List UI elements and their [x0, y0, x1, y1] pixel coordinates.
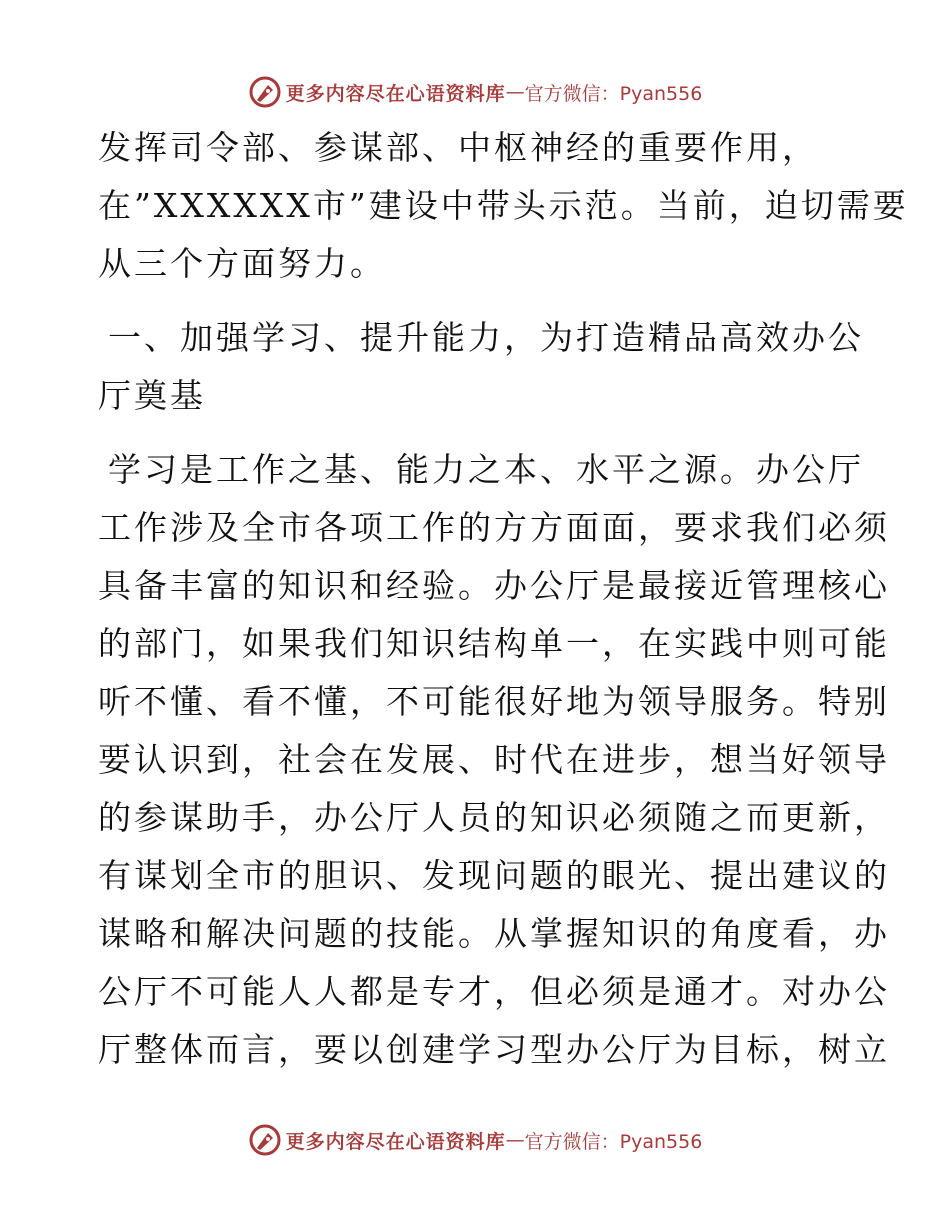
text-line-6: 学习是工作之基、能力之本、水平之源。办公厅 — [108, 450, 864, 489]
text-line-11: 要认识到，社会在发展、时代在进步，想当好领导 — [98, 740, 890, 779]
pen-nib-logo-icon — [248, 75, 282, 109]
watermark-brand-text: 更多内容尽在心语资料库 — [285, 1130, 506, 1153]
header-watermark — [0, 72, 950, 112]
text-line-15: 公厅不可能人人都是专才，但必须是通才。对办公 — [98, 972, 890, 1011]
text-line-8: 具备丰富的知识和经验。办公厅是最接近管理核心 — [98, 566, 890, 605]
text-line-12: 的参谋助手，办公厅人员的知识必须随之而更新， — [98, 798, 890, 837]
text-line-14: 谋略和解决问题的技能。从掌握知识的角度看，办 — [98, 914, 890, 953]
watermark-wechat-text: 官方微信：Pyan556 — [524, 1130, 703, 1153]
text-line-9: 的部门，如果我们知识结构单一，在实践中则可能 — [98, 624, 890, 663]
text-line-3: 从三个方面努力。 — [98, 244, 386, 283]
section-heading-line-2: 厅奠基 — [98, 376, 206, 415]
text-line-7: 工作涉及全市各项工作的方方面面，要求我们必须 — [98, 508, 890, 547]
footer-watermark — [0, 1120, 950, 1160]
text-line-1: 发挥司令部、参谋部、中枢神经的重要作用， — [98, 128, 818, 167]
watermark-wechat-text: 官方微信：Pyan556 — [524, 82, 703, 105]
pen-nib-logo-icon — [248, 1123, 282, 1157]
watermark-dash: — — [505, 81, 525, 103]
text-line-13: 有谋划全市的胆识、发现问题的眼光、提出建议的 — [98, 856, 890, 895]
watermark-dash: — — [505, 1129, 525, 1151]
text-line-2: 在”XXXXXX市”建设中带头示范。当前，迫切需要 — [98, 186, 909, 225]
watermark-brand-text: 更多内容尽在心语资料库 — [285, 82, 506, 105]
text-line-10: 听不懂、看不懂，不可能很好地为领导服务。特别 — [98, 682, 890, 721]
text-line-16: 厅整体而言，要以创建学习型办公厅为目标，树立 — [98, 1030, 890, 1069]
section-heading-line-1: 一、加强学习、提升能力，为打造精品高效办公 — [108, 318, 864, 357]
